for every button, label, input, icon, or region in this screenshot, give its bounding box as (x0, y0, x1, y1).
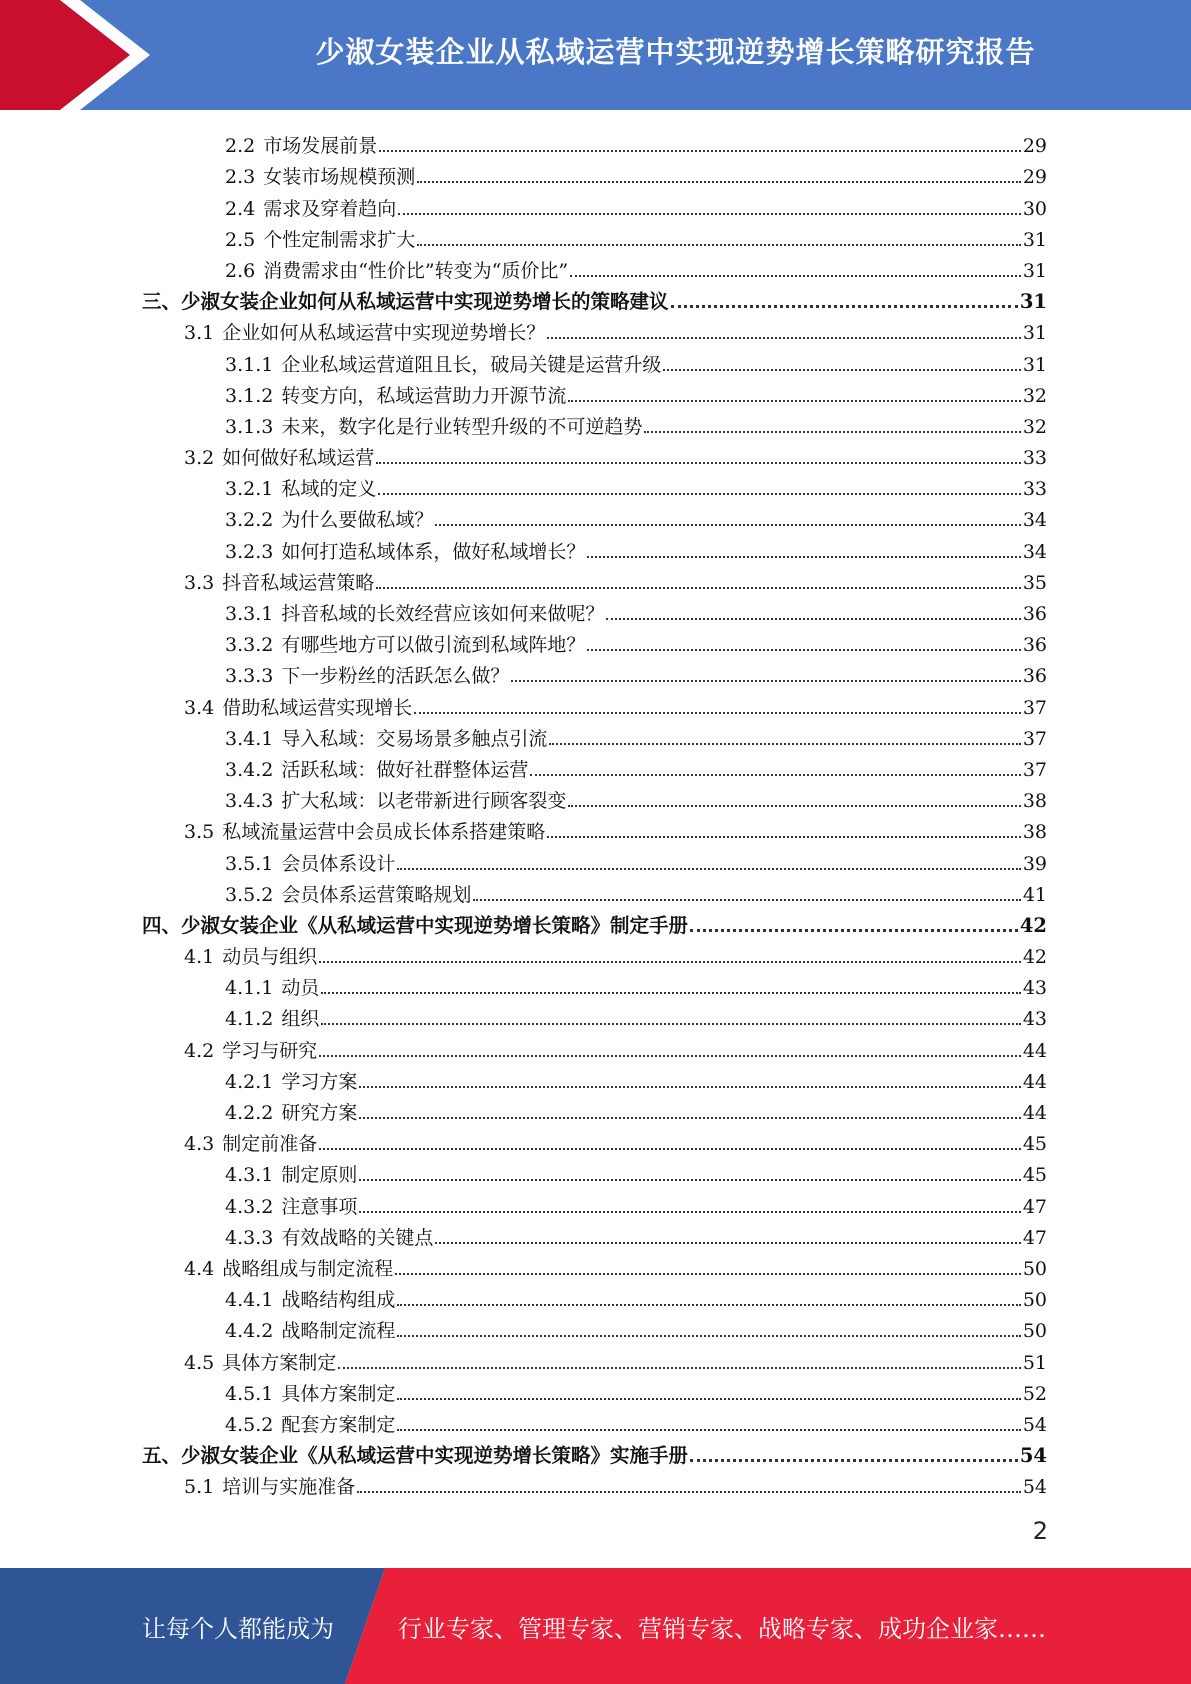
toc-entry[interactable] (142, 1063, 1047, 1094)
toc-entry-number: 4.3 (184, 1133, 215, 1156)
toc-entry[interactable] (142, 751, 1047, 782)
toc-entry-number: 4.2.2 (225, 1102, 274, 1124)
toc-entry-page: 44 (1022, 1102, 1047, 1124)
toc-entry-page: 36 (1022, 603, 1047, 625)
toc-entry-page: 32 (1022, 384, 1047, 407)
toc-entry[interactable] (142, 1375, 1047, 1406)
toc-entry[interactable] (142, 969, 1047, 1000)
toc-entry[interactable] (142, 158, 1047, 189)
toc-entry-page: 38 (1022, 821, 1047, 844)
toc-entry[interactable] (142, 314, 1047, 345)
toc-dot-leader (435, 524, 1020, 526)
toc-entry-page: 29 (1022, 135, 1047, 158)
toc-entry[interactable] (142, 377, 1047, 408)
toc-entry-title: 制定原则 (281, 1164, 358, 1187)
toc-entry-title: 个性定制需求扩大 (263, 228, 416, 251)
toc-dot-leader (530, 774, 1020, 776)
toc-entry-title: 动员 (281, 977, 320, 1000)
toc-dot-leader (547, 836, 1021, 838)
toc-entry[interactable] (142, 626, 1047, 657)
toc-dot-leader (417, 181, 1021, 183)
toc-entry-page: 33 (1022, 447, 1047, 470)
toc-entry-title: 具体方案制定 (222, 1351, 337, 1374)
toc-entry-page: 39 (1022, 852, 1047, 875)
toc-entry-page: 47 (1022, 1195, 1047, 1218)
toc-entry-page: 32 (1022, 415, 1047, 438)
toc-dot-leader (397, 1398, 1020, 1400)
toc-dot-leader (587, 649, 1020, 651)
toc-entry-number: 3.3 (184, 571, 215, 594)
toc-entry-number: 4.2.1 (225, 1070, 274, 1093)
toc-entry-page: 31 (1019, 290, 1047, 314)
toc-entry-number: 5.1 (184, 1476, 215, 1499)
toc-entry[interactable] (142, 408, 1047, 439)
toc-entry-page: 54 (1019, 1444, 1047, 1468)
toc-entry-number: 3.2.1 (225, 478, 274, 501)
toc-entry-title: 消费需求由“性价比”转变为“质价比” (263, 259, 569, 282)
toc-entry-page: 31 (1022, 228, 1047, 251)
toc-dot-leader (549, 743, 1020, 745)
toc-entry[interactable] (142, 470, 1047, 501)
toc-entry[interactable] (142, 1406, 1047, 1437)
toc-entry-number: 3.4 (184, 696, 215, 719)
toc-entry-number: 3.4.3 (225, 790, 274, 813)
toc-entry[interactable] (142, 688, 1047, 719)
toc-entry-title: 制定前准备 (222, 1133, 318, 1156)
toc-entry-page: 44 (1022, 1039, 1047, 1062)
toc-entry[interactable] (142, 283, 1047, 314)
toc-entry[interactable] (142, 532, 1047, 563)
toc-entry[interactable] (142, 564, 1047, 595)
toc-entry-page: 34 (1022, 540, 1047, 563)
toc-entry-title: 战略结构组成 (281, 1289, 396, 1312)
toc-dot-leader (606, 618, 1020, 620)
toc-dot-leader (359, 1086, 1020, 1088)
toc-entry-page: 54 (1022, 1476, 1047, 1499)
toc-entry-page: 31 (1022, 259, 1047, 282)
toc-entry-page: 31 (1022, 353, 1047, 376)
toc-dot-leader (663, 369, 1020, 371)
toc-entry-page: 37 (1022, 696, 1047, 719)
toc-entry-title: 培训与实施准备 (222, 1476, 356, 1499)
toc-entry[interactable] (142, 1000, 1047, 1031)
toc-entry[interactable] (142, 782, 1047, 813)
toc-entry-title: 如何打造私域体系，做好私域增长？ (281, 540, 586, 563)
toc-entry-page: 30 (1022, 197, 1047, 220)
toc-entry-number: 2.5 (225, 228, 256, 251)
toc-entry-page: 45 (1022, 1133, 1047, 1156)
toc-dot-leader (397, 1429, 1020, 1431)
toc-entry-page: 37 (1022, 758, 1047, 781)
toc-entry-title: 女装市场规模预测 (263, 166, 416, 189)
toc-entry-number: 2.3 (225, 166, 256, 189)
toc-dot-leader (376, 462, 1021, 464)
toc-entry[interactable] (142, 1125, 1047, 1156)
toc-entry-title: 战略制定流程 (281, 1320, 396, 1343)
toc-dot-leader (511, 680, 1020, 682)
toc-entry-title: 市场发展前景 (263, 135, 378, 158)
toc-entry-title: 下一步粉丝的活跃怎么做？ (281, 665, 510, 688)
toc-entry-title: 动员与组织 (222, 946, 318, 969)
toc-dot-leader (397, 868, 1020, 870)
toc-entry-number: 3.5 (184, 821, 215, 844)
toc-entry-number: 4.3.1 (225, 1164, 274, 1187)
toc-entry[interactable] (142, 1437, 1047, 1468)
toc-entry[interactable] (142, 1250, 1047, 1281)
toc-entry-number: 4.2 (184, 1039, 215, 1062)
toc-entry-page: 50 (1022, 1289, 1047, 1312)
toc-dot-leader (570, 275, 1021, 277)
toc-entry-page: 54 (1022, 1413, 1047, 1436)
toc-entry[interactable] (142, 501, 1047, 532)
toc-entry[interactable] (142, 844, 1047, 875)
toc-entry-title: 需求及穿着趋向 (263, 197, 397, 220)
toc-entry-title: 会员体系设计 (281, 852, 396, 875)
toc-entry[interactable] (142, 876, 1047, 907)
toc-entry-page: 43 (1022, 1008, 1047, 1031)
toc-dot-leader (319, 961, 1021, 963)
toc-dot-leader (417, 244, 1021, 246)
toc-entry-number: 3.3.2 (225, 634, 274, 657)
toc-entry-page: 38 (1022, 790, 1047, 813)
toc-entry-title: 转变方向，私域运营助力开源节流 (281, 384, 567, 407)
toc-entry-title: 活跃私域：做好社群整体运营 (281, 758, 529, 781)
toc-entry-title: 配套方案制定 (281, 1413, 396, 1436)
toc-entry-title: 扩大私域：以老带新进行顾客裂变 (281, 790, 567, 813)
toc-entry-title: 注意事项 (281, 1195, 358, 1218)
toc-entry-page: 41 (1022, 883, 1047, 906)
toc-entry-number: 3.5.2 (225, 883, 274, 906)
toc-dot-leader (395, 1273, 1021, 1275)
toc-entry-number: 2.4 (225, 197, 256, 220)
toc-entry-number: 2.2 (225, 135, 256, 158)
toc-entry-title: 有效战略的关键点 (281, 1226, 434, 1249)
toc-entry-title: 具体方案制定 (281, 1382, 396, 1405)
toc-entry-number: 3.4.2 (225, 758, 274, 781)
toc-entry-page: 45 (1022, 1164, 1047, 1187)
toc-entry-page: 36 (1022, 665, 1047, 688)
toc-entry-title: 组织 (281, 1008, 320, 1031)
toc-entry-page: 50 (1022, 1320, 1047, 1343)
toc-entry[interactable] (142, 813, 1047, 844)
toc-entry[interactable] (142, 1219, 1047, 1250)
page-header (0, 0, 1191, 110)
toc-entry-number: 4.4.2 (225, 1320, 274, 1343)
toc-entry[interactable] (142, 1156, 1047, 1187)
toc-dot-leader (435, 1242, 1020, 1244)
toc-dot-leader (568, 400, 1020, 402)
toc-entry-title: 私域流量运营中会员成长体系搭建策略 (222, 821, 546, 844)
toc-entry-title: 会员体系运营策略规划 (281, 883, 472, 906)
toc-entry[interactable] (142, 1281, 1047, 1312)
toc-entry[interactable] (142, 595, 1047, 626)
toc-entry[interactable] (142, 938, 1047, 969)
toc-entry-title: 未来，数字化是行业转型升级的不可逆趋势 (281, 415, 643, 438)
footer-slogan-right: 行业专家、管理专家、营销专家、战略专家、成功企业家…… (398, 1614, 1046, 1643)
toc-entry[interactable] (142, 221, 1047, 252)
toc-dot-leader (690, 1459, 1018, 1462)
toc-entry[interactable] (142, 439, 1047, 470)
toc-dot-leader (397, 1304, 1020, 1306)
toc-entry-title: 研究方案 (281, 1102, 358, 1124)
toc-entry-page: 31 (1022, 322, 1047, 345)
toc-entry-title: 企业私域运营道阻且长，破局关键是运营升级 (281, 353, 662, 376)
toc-entry-number: 3.1.3 (225, 415, 274, 438)
toc-entry[interactable] (142, 657, 1047, 688)
toc-entry-title: 借助私域运营实现增长 (222, 696, 413, 719)
toc-dot-leader (319, 1148, 1021, 1150)
toc-entry-number: 3.2.3 (225, 540, 274, 563)
toc-dot-leader (547, 337, 1021, 339)
toc-entry-page: 33 (1022, 478, 1047, 501)
toc-entry-number: 3.1 (184, 322, 215, 345)
toc-dot-leader (644, 431, 1020, 433)
toc-dot-leader (568, 805, 1020, 807)
toc-entry-title: 学习与研究 (222, 1039, 318, 1062)
toc-entry-page: 50 (1022, 1257, 1047, 1280)
toc-entry-number: 3.5.1 (225, 852, 274, 875)
toc-entry-title: 导入私域：交易场景多触点引流 (281, 727, 548, 750)
toc-dot-leader (321, 1023, 1020, 1025)
toc-entry-number: 4.4.1 (225, 1289, 274, 1312)
toc-entry-number: 4.1 (184, 946, 215, 969)
toc-entry-number: 4.4 (184, 1257, 215, 1280)
toc-entry-title: 抖音私域运营策略 (222, 571, 375, 594)
toc-entry-title: 五、少淑女装企业《从私域运营中实现逆势增长策略》实施手册 (142, 1444, 689, 1468)
toc-entry-number: 3.1.1 (225, 353, 274, 376)
toc-entry-title: 私域的定义 (281, 478, 377, 501)
toc-entry[interactable] (142, 720, 1047, 751)
toc-entry[interactable] (142, 345, 1047, 376)
toc-dot-leader (376, 587, 1021, 589)
toc-dot-leader (338, 1367, 1021, 1369)
toc-entry-title: 企业如何从私域运营中实现逆势增长？ (222, 322, 546, 345)
toc-entry-number: 3.2 (184, 447, 215, 470)
toc-entry-page: 35 (1022, 571, 1047, 594)
toc-entry-page: 29 (1022, 166, 1047, 189)
toc-entry[interactable] (142, 1312, 1047, 1343)
document-title: 少淑女装企业从私域运营中实现逆势增长策略研究报告 (315, 34, 1036, 69)
toc-entry-number: 4.3.2 (225, 1195, 274, 1218)
toc-entry-title: 三、少淑女装企业如何从私域运营中实现逆势增长的策略建议 (142, 290, 669, 314)
toc-dot-leader (321, 992, 1020, 994)
toc-entry-page: 42 (1019, 913, 1047, 937)
toc-entry-number: 3.3.1 (225, 603, 274, 625)
toc-entry[interactable] (142, 1187, 1047, 1218)
toc-dot-leader (397, 1335, 1020, 1337)
toc-entry[interactable] (142, 252, 1047, 283)
toc-entry-page: 44 (1022, 1070, 1047, 1093)
toc-dot-leader (319, 1055, 1021, 1057)
toc-dot-leader (359, 1117, 1020, 1119)
toc-entry-number: 4.1.2 (225, 1008, 274, 1031)
toc-entry-title: 为什么要做私域？ (281, 509, 434, 532)
toc-entry-title: 抖音私域的长效经营应该如何来做呢？ (281, 603, 605, 625)
toc-dot-leader (671, 305, 1018, 308)
toc-entry-number: 3.2.2 (225, 509, 274, 532)
toc-entry-number: 3.3.3 (225, 665, 274, 688)
toc-dot-leader (690, 929, 1018, 932)
toc-entry-number: 4.5.2 (225, 1413, 274, 1436)
toc-entry-page: 52 (1022, 1382, 1047, 1405)
toc-entry-number: 3.1.2 (225, 384, 274, 407)
toc-entry-title: 有哪些地方可以做引流到私域阵地？ (281, 634, 586, 657)
page-footer (0, 1568, 1191, 1684)
toc-entry[interactable] (142, 1468, 1047, 1499)
toc-entry-page: 42 (1022, 946, 1047, 969)
toc-entry[interactable] (142, 907, 1047, 938)
toc-entry[interactable] (142, 189, 1047, 220)
footer-slogan-left: 让每个人都能成为 (142, 1614, 334, 1643)
toc-dot-leader (414, 712, 1021, 714)
toc-dot-leader (357, 1491, 1021, 1493)
toc-entry-number: 4.1.1 (225, 977, 274, 1000)
toc-dot-leader (378, 493, 1020, 495)
toc-entry-title: 战略组成与制定流程 (222, 1257, 394, 1280)
toc-dot-leader (359, 1211, 1020, 1213)
toc-entry[interactable] (142, 1094, 1047, 1125)
toc-entry-page: 47 (1022, 1226, 1047, 1249)
toc-dot-leader (473, 899, 1020, 901)
toc-entry[interactable] (142, 127, 1047, 158)
toc-entry-number: 2.6 (225, 259, 256, 282)
toc-entry[interactable] (142, 1031, 1047, 1062)
toc-entry-page: 51 (1022, 1351, 1047, 1374)
toc-entry-number: 3.4.1 (225, 727, 274, 750)
page-number: 2 (1032, 1517, 1048, 1545)
toc-entry-title: 学习方案 (281, 1070, 358, 1093)
toc-entry-page: 43 (1022, 977, 1047, 1000)
toc-entry-page: 36 (1022, 634, 1047, 657)
toc-entry-number: 4.5 (184, 1351, 215, 1374)
toc-dot-leader (359, 1179, 1020, 1181)
toc-dot-leader (587, 556, 1020, 558)
toc-entry-page: 34 (1022, 509, 1047, 532)
toc-dot-leader (398, 213, 1021, 215)
toc-entry-number: 4.5.1 (225, 1382, 274, 1405)
toc-dot-leader (379, 150, 1021, 152)
toc-entry[interactable] (142, 1343, 1047, 1374)
toc-entry-number: 4.3.3 (225, 1226, 274, 1249)
table-of-contents (142, 127, 1047, 1499)
toc-entry-title: 四、少淑女装企业《从私域运营中实现逆势增长策略》制定手册 (142, 913, 689, 937)
toc-entry-page: 37 (1022, 727, 1047, 750)
toc-entry-title: 如何做好私域运营 (222, 447, 375, 470)
